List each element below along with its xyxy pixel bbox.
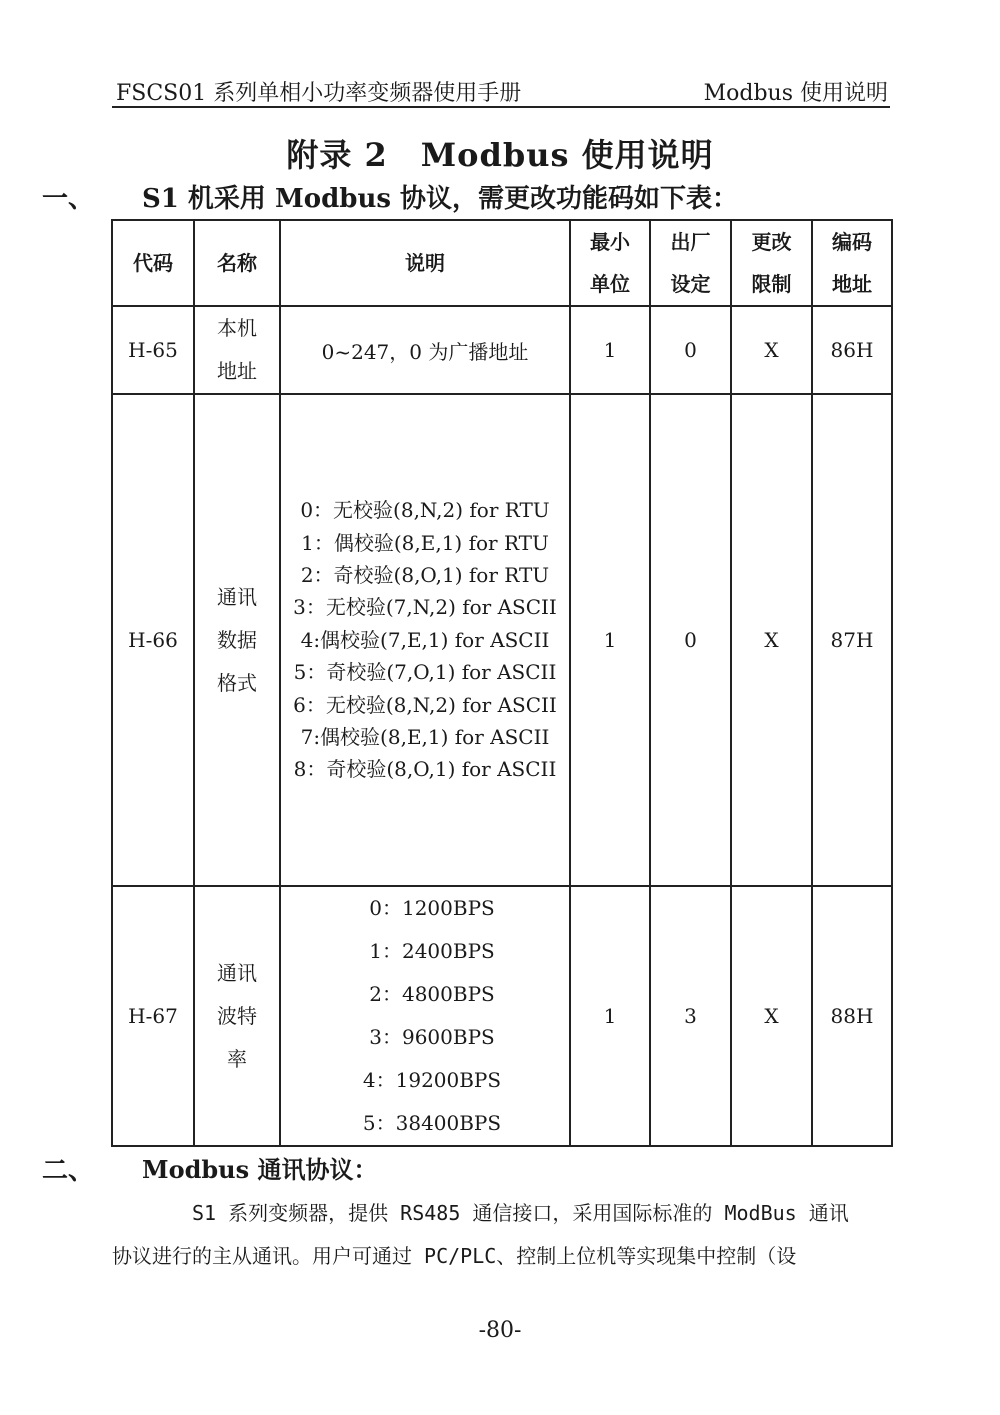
section-2-number: 二、: [42, 1156, 95, 1186]
desc-line: 8：奇校验(8,O,1) for ASCII: [293, 757, 557, 782]
cell-desc: [280, 886, 570, 1146]
cell-restrict: X: [731, 886, 812, 1146]
table-row: [112, 306, 892, 394]
desc-line: 2：4800BPS: [369, 982, 495, 1006]
cell-name: 本机 地址: [194, 306, 280, 394]
page-header: [112, 72, 890, 108]
cell-factory: 3: [650, 886, 731, 1146]
body-paragraph-line-1: S1 系列变频器，提供 RS485 通信接口，采用国际标准的 ModBus 通讯: [192, 1201, 849, 1225]
desc-line: 4：19200BPS: [362, 1068, 502, 1092]
desc-line: 5：38400BPS: [362, 1111, 502, 1135]
desc-line: 7:偶校验(8,E,1) for ASCII: [300, 724, 550, 749]
header-name: 名称: [194, 220, 280, 306]
function-code-table: [111, 219, 893, 1147]
cell-desc: 0~247，0 为广播地址: [280, 306, 570, 394]
section-1-heading: [42, 178, 942, 218]
cell-factory: 0: [650, 306, 731, 394]
cell-min-unit: 1: [570, 306, 650, 394]
table-header-row: [112, 220, 892, 306]
desc-line: 1：2400BPS: [369, 939, 495, 963]
desc-line: 0：1200BPS: [369, 896, 495, 920]
cell-name: 通讯 数据 格式: [194, 394, 280, 886]
desc-line: 6：无校验(8,N,2) for ASCII: [293, 692, 557, 717]
header-code: 代码: [112, 220, 194, 306]
section-2-heading: [42, 1150, 942, 1190]
section-1-number: 一、: [42, 184, 95, 214]
desc-line: 4:偶校验(7,E,1) for ASCII: [300, 627, 550, 652]
section-1-text: S1 机采用 Modbus 协议，需更改功能码如下表：: [142, 184, 739, 214]
cell-address: 88H: [812, 886, 892, 1146]
cell-address: 87H: [812, 394, 892, 886]
desc-line: 3：无校验(7,N,2) for ASCII: [293, 595, 557, 620]
cell-min-unit: 1: [570, 394, 650, 886]
header-section-title: Modbus 使用说明: [703, 81, 888, 106]
body-paragraph-line-2: 协议进行的主从通讯。用户可通过 PC/PLC、控制上位机等实现集中控制（设: [112, 1244, 797, 1268]
section-2-text: Modbus 通讯协议：: [142, 1155, 378, 1184]
header-min-unit: 最小 单位: [570, 220, 650, 306]
cell-min-unit: 1: [570, 886, 650, 1146]
header-address: 编码 地址: [812, 220, 892, 306]
cell-factory: 0: [650, 394, 731, 886]
desc-line: 0：无校验(8,N,2) for RTU: [300, 498, 550, 523]
header-restrict: 更改 限制: [731, 220, 812, 306]
desc-line: 5：奇校验(7,O,1) for ASCII: [293, 660, 557, 685]
cell-code: H-65: [112, 306, 194, 394]
table-row: [112, 394, 892, 886]
cell-address: 86H: [812, 306, 892, 394]
desc-line: 2：奇校验(8,O,1) for RTU: [300, 563, 550, 588]
cell-desc: [280, 394, 570, 886]
cell-code: H-66: [112, 394, 194, 886]
cell-code: H-67: [112, 886, 194, 1146]
desc-line: 1：偶校验(8,E,1) for RTU: [301, 530, 549, 555]
desc-line: 3：9600BPS: [369, 1025, 495, 1049]
header-manual-title: FSCS01 系列单相小功率变频器使用手册: [116, 81, 522, 106]
table-row: [112, 886, 892, 1146]
cell-restrict: X: [731, 306, 812, 394]
cell-restrict: X: [731, 394, 812, 886]
cell-name: 通讯 波特 率: [194, 886, 280, 1146]
header-factory: 出厂 设定: [650, 220, 731, 306]
appendix-title: 附录 2 Modbus 使用说明: [286, 136, 714, 174]
header-desc: 说明: [280, 220, 570, 306]
page-number: -80-: [478, 1318, 522, 1343]
